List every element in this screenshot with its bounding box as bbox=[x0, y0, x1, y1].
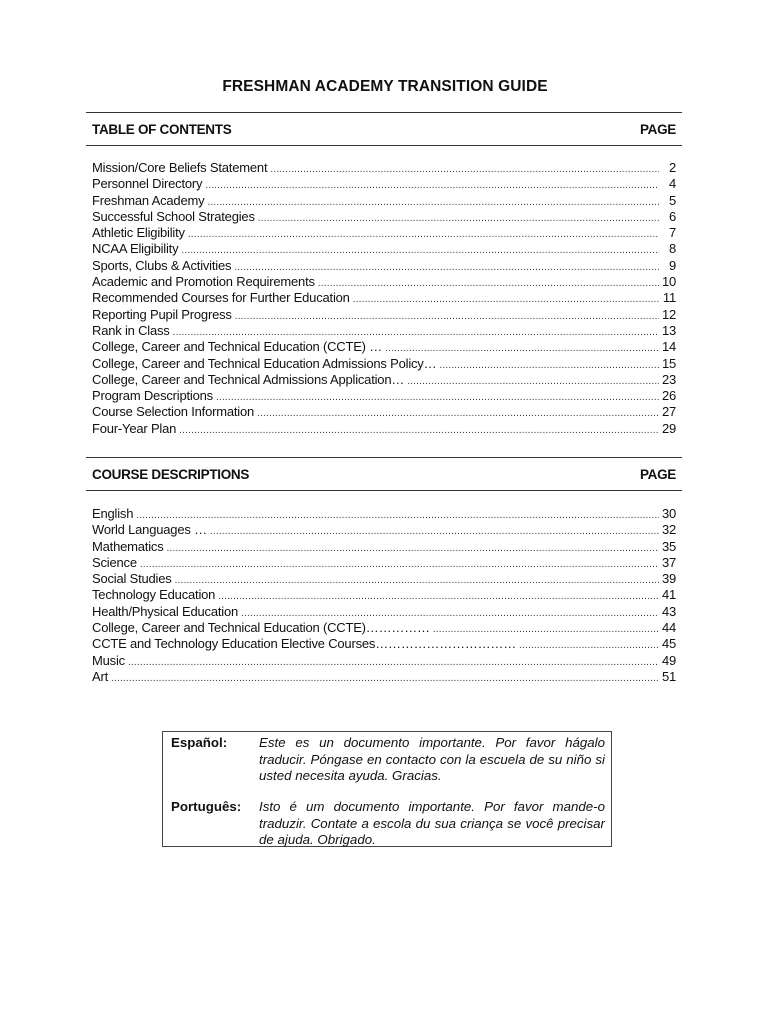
course-descriptions-header bbox=[92, 467, 676, 482]
list-item bbox=[92, 388, 676, 404]
dot-leader bbox=[111, 673, 659, 684]
entry-page-number: 26 bbox=[661, 388, 676, 404]
entry-label: Rank in Class bbox=[92, 322, 170, 338]
entry-label: Academic and Promotion Requirements bbox=[92, 274, 315, 290]
entry-page-number: 29 bbox=[661, 420, 676, 436]
entry-page-number: 5 bbox=[668, 192, 676, 208]
divider bbox=[86, 112, 682, 113]
entry-label: Health/Physical Education bbox=[92, 603, 239, 619]
toc-heading: TABLE OF CONTENTS bbox=[92, 122, 232, 137]
entry-page-number: 8 bbox=[668, 241, 676, 257]
list-item bbox=[92, 160, 676, 176]
entry-page-number: 13 bbox=[661, 322, 676, 338]
list-item bbox=[92, 604, 676, 620]
list-item bbox=[92, 506, 676, 522]
dot-leader bbox=[136, 510, 659, 521]
list-item bbox=[92, 209, 676, 225]
dot-leader bbox=[257, 408, 659, 419]
entry-page-number: 2 bbox=[668, 160, 676, 175]
dot-leader bbox=[128, 657, 659, 668]
spanish-label: Español: bbox=[171, 735, 228, 750]
entry-page-number: 39 bbox=[661, 571, 676, 587]
entry-label: Sports, Clubs & Activities bbox=[92, 257, 232, 273]
list-item bbox=[92, 356, 676, 372]
entry-label: College, Career and Technical Admissions Application… bbox=[92, 371, 405, 387]
entry-label: Program Descriptions bbox=[92, 388, 213, 404]
entry-page-number: 32 bbox=[661, 522, 676, 538]
divider bbox=[86, 457, 682, 458]
entry-label: Art bbox=[92, 668, 109, 684]
dot-leader bbox=[175, 575, 659, 586]
entry-page-number: 41 bbox=[661, 587, 676, 603]
entry-page-number: 51 bbox=[661, 668, 676, 684]
dot-leader bbox=[210, 526, 659, 537]
list-item bbox=[92, 339, 676, 355]
list-item bbox=[92, 372, 676, 388]
list-item bbox=[92, 539, 676, 555]
entry-label: Mathematics bbox=[92, 538, 164, 554]
dot-leader bbox=[218, 591, 659, 602]
entry-label: English bbox=[92, 506, 134, 521]
document-title: FRESHMAN ACADEMY TRANSITION GUIDE bbox=[222, 78, 548, 95]
course-descriptions-heading: COURSE DESCRIPTIONS bbox=[92, 467, 250, 482]
entry-label: Technology Education bbox=[92, 587, 216, 603]
entry-label: Mission/Core Beliefs Statement bbox=[92, 160, 268, 175]
entry-label: NCAA Eligibility bbox=[92, 241, 179, 257]
spanish-notice bbox=[171, 735, 605, 785]
table-of-contents-list bbox=[92, 160, 676, 437]
entry-label: Four-Year Plan bbox=[92, 420, 177, 436]
dot-leader bbox=[173, 327, 659, 338]
entry-page-number: 44 bbox=[661, 620, 676, 636]
entry-page-number: 27 bbox=[661, 404, 676, 420]
list-item bbox=[92, 636, 676, 652]
toc-page-heading: PAGE bbox=[639, 122, 676, 137]
entry-label: Course Selection Information bbox=[92, 404, 255, 420]
entry-label: CCTE and Technology Education Elective Courses…………………………… bbox=[92, 636, 517, 652]
entry-page-number: 7 bbox=[668, 225, 676, 241]
list-item bbox=[92, 290, 676, 306]
divider bbox=[86, 490, 682, 491]
entry-page-number: 11 bbox=[662, 290, 676, 306]
list-item bbox=[92, 555, 676, 571]
dot-leader bbox=[353, 294, 659, 305]
list-item bbox=[92, 587, 676, 603]
toc-header bbox=[92, 122, 676, 137]
entry-page-number: 49 bbox=[661, 652, 676, 668]
dot-leader bbox=[433, 624, 659, 635]
dot-leader bbox=[407, 376, 659, 387]
list-item bbox=[92, 225, 676, 241]
entry-label: College, Career and Technical Education (CCTE)…………… bbox=[92, 620, 430, 636]
dot-leader bbox=[179, 425, 659, 436]
dot-leader bbox=[167, 543, 659, 554]
entry-page-number: 4 bbox=[668, 176, 676, 192]
dot-leader bbox=[140, 559, 659, 570]
entry-page-number: 10 bbox=[661, 274, 676, 290]
entry-label: World Languages … bbox=[92, 522, 207, 538]
list-item bbox=[92, 193, 676, 209]
dot-leader bbox=[235, 311, 659, 322]
list-item bbox=[92, 258, 676, 274]
dot-leader bbox=[234, 262, 659, 273]
entry-label: Music bbox=[92, 652, 125, 668]
dot-leader bbox=[188, 229, 659, 240]
entry-label: Successful School Strategies bbox=[92, 208, 255, 224]
entry-page-number: 12 bbox=[661, 306, 676, 322]
list-item bbox=[92, 421, 676, 437]
entry-label: Athletic Eligibility bbox=[92, 225, 185, 241]
list-item bbox=[92, 404, 676, 420]
portuguese-label: Português: bbox=[171, 799, 242, 814]
entry-page-number: 45 bbox=[661, 636, 676, 652]
entry-page-number: 15 bbox=[661, 355, 676, 371]
entry-label: Social Studies bbox=[92, 571, 172, 587]
dot-leader bbox=[216, 392, 659, 403]
entry-page-number: 35 bbox=[661, 538, 676, 554]
list-item bbox=[92, 323, 676, 339]
list-item bbox=[92, 669, 676, 685]
entry-label: Recommended Courses for Further Education bbox=[92, 290, 350, 306]
entry-page-number: 43 bbox=[661, 603, 676, 619]
entry-page-number: 30 bbox=[661, 506, 676, 521]
dot-leader bbox=[385, 343, 659, 354]
list-item bbox=[92, 307, 676, 323]
list-item bbox=[92, 274, 676, 290]
dot-leader bbox=[258, 213, 659, 224]
entry-label: Freshman Academy bbox=[92, 192, 205, 208]
portuguese-notice bbox=[171, 799, 605, 849]
divider bbox=[86, 145, 682, 146]
list-item bbox=[92, 620, 676, 636]
portuguese-text: Isto é um documento importante. Por favor mande-o traduzir. Contate a escola du sua criança se você precisar de ajuda. Obrigado. bbox=[259, 799, 605, 847]
list-item bbox=[92, 571, 676, 587]
entry-page-number: 14 bbox=[661, 339, 676, 355]
course-descriptions-page-heading: PAGE bbox=[639, 467, 676, 482]
entry-page-number: 9 bbox=[668, 257, 676, 273]
dot-leader bbox=[181, 245, 659, 256]
entry-label: College, Career and Technical Education (CCTE) … bbox=[92, 339, 383, 355]
dot-leader bbox=[205, 180, 659, 191]
list-item bbox=[92, 653, 676, 669]
spanish-text: Este es un documento importante. Por favor hágalo traducir. Póngase en contacto con la escuela de su niño si usted necesita ayuda. Gracias. bbox=[259, 735, 605, 783]
entry-label: Science bbox=[92, 554, 137, 570]
entry-page-number: 6 bbox=[668, 208, 676, 224]
dot-leader bbox=[519, 640, 659, 651]
entry-label: Personnel Directory bbox=[92, 176, 203, 192]
entry-page-number: 37 bbox=[661, 554, 676, 570]
entry-label: Reporting Pupil Progress bbox=[92, 306, 232, 322]
dot-leader bbox=[241, 608, 659, 619]
dot-leader bbox=[207, 197, 659, 208]
list-item bbox=[92, 241, 676, 257]
list-item bbox=[92, 176, 676, 192]
entry-page-number: 23 bbox=[661, 371, 676, 387]
list-item bbox=[92, 522, 676, 538]
course-descriptions-list bbox=[92, 506, 676, 685]
entry-label: College, Career and Technical Education Admissions Policy… bbox=[92, 355, 437, 371]
dot-leader bbox=[318, 278, 659, 289]
translation-notice-box bbox=[162, 731, 612, 847]
dot-leader bbox=[270, 164, 659, 175]
dot-leader bbox=[439, 360, 659, 371]
